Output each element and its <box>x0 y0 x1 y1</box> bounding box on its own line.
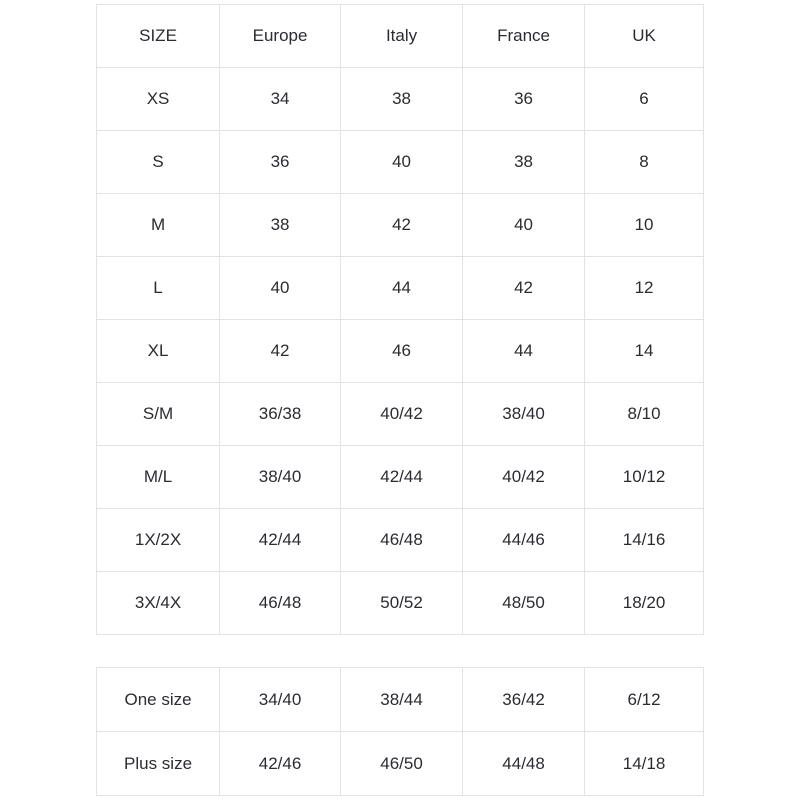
cell-france: 44/48 <box>463 732 585 796</box>
cell-europe: 40 <box>220 257 341 320</box>
table-row <box>97 383 704 446</box>
cell-italy: 42/44 <box>341 446 463 509</box>
cell-italy: 46/50 <box>341 732 463 796</box>
cell-italy: 42 <box>341 194 463 257</box>
table-row <box>97 68 704 131</box>
cell-uk: 14 <box>585 320 704 383</box>
cell-france: 40/42 <box>463 446 585 509</box>
cell-france: 48/50 <box>463 572 585 635</box>
cell-europe: 42 <box>220 320 341 383</box>
cell-europe: 46/48 <box>220 572 341 635</box>
row-label: Plus size <box>97 732 220 796</box>
cell-france: 42 <box>463 257 585 320</box>
table-row <box>97 320 704 383</box>
cell-uk: 6/12 <box>585 668 704 732</box>
table-row <box>97 194 704 257</box>
main-size-table-container <box>96 4 704 635</box>
column-header-size: SIZE <box>97 5 220 68</box>
column-header-europe: Europe <box>220 5 341 68</box>
cell-france: 38/40 <box>463 383 585 446</box>
row-label: L <box>97 257 220 320</box>
table-header <box>97 5 704 68</box>
cell-europe: 42/46 <box>220 732 341 796</box>
cell-europe: 36 <box>220 131 341 194</box>
row-label: XS <box>97 68 220 131</box>
cell-italy: 50/52 <box>341 572 463 635</box>
cell-france: 38 <box>463 131 585 194</box>
cell-italy: 46 <box>341 320 463 383</box>
cell-europe: 34 <box>220 68 341 131</box>
cell-uk: 10 <box>585 194 704 257</box>
cell-france: 44 <box>463 320 585 383</box>
secondary-size-table-container <box>96 667 704 796</box>
main-size-table <box>96 4 704 635</box>
cell-europe: 36/38 <box>220 383 341 446</box>
column-header-uk: UK <box>585 5 704 68</box>
cell-france: 40 <box>463 194 585 257</box>
cell-italy: 44 <box>341 257 463 320</box>
cell-europe: 38/40 <box>220 446 341 509</box>
table-row <box>97 446 704 509</box>
column-header-italy: Italy <box>341 5 463 68</box>
cell-europe: 34/40 <box>220 668 341 732</box>
table-header-row <box>97 5 704 68</box>
row-label: 3X/4X <box>97 572 220 635</box>
cell-europe: 42/44 <box>220 509 341 572</box>
table-row <box>97 668 704 732</box>
table-row <box>97 572 704 635</box>
cell-uk: 18/20 <box>585 572 704 635</box>
cell-italy: 38 <box>341 68 463 131</box>
secondary-size-table <box>96 667 704 796</box>
column-header-france: France <box>463 5 585 68</box>
cell-uk: 6 <box>585 68 704 131</box>
cell-france: 36/42 <box>463 668 585 732</box>
table-body <box>97 668 704 796</box>
row-label: S/M <box>97 383 220 446</box>
cell-uk: 14/18 <box>585 732 704 796</box>
cell-france: 36 <box>463 68 585 131</box>
cell-italy: 40/42 <box>341 383 463 446</box>
row-label: M <box>97 194 220 257</box>
table-row <box>97 732 704 796</box>
cell-france: 44/46 <box>463 509 585 572</box>
cell-uk: 8 <box>585 131 704 194</box>
cell-uk: 12 <box>585 257 704 320</box>
cell-italy: 46/48 <box>341 509 463 572</box>
row-label: XL <box>97 320 220 383</box>
cell-italy: 40 <box>341 131 463 194</box>
table-row <box>97 509 704 572</box>
row-label: S <box>97 131 220 194</box>
table-body <box>97 68 704 635</box>
row-label: One size <box>97 668 220 732</box>
cell-europe: 38 <box>220 194 341 257</box>
row-label: M/L <box>97 446 220 509</box>
cell-uk: 14/16 <box>585 509 704 572</box>
table-row <box>97 131 704 194</box>
cell-uk: 10/12 <box>585 446 704 509</box>
cell-uk: 8/10 <box>585 383 704 446</box>
row-label: 1X/2X <box>97 509 220 572</box>
table-row <box>97 257 704 320</box>
cell-italy: 38/44 <box>341 668 463 732</box>
